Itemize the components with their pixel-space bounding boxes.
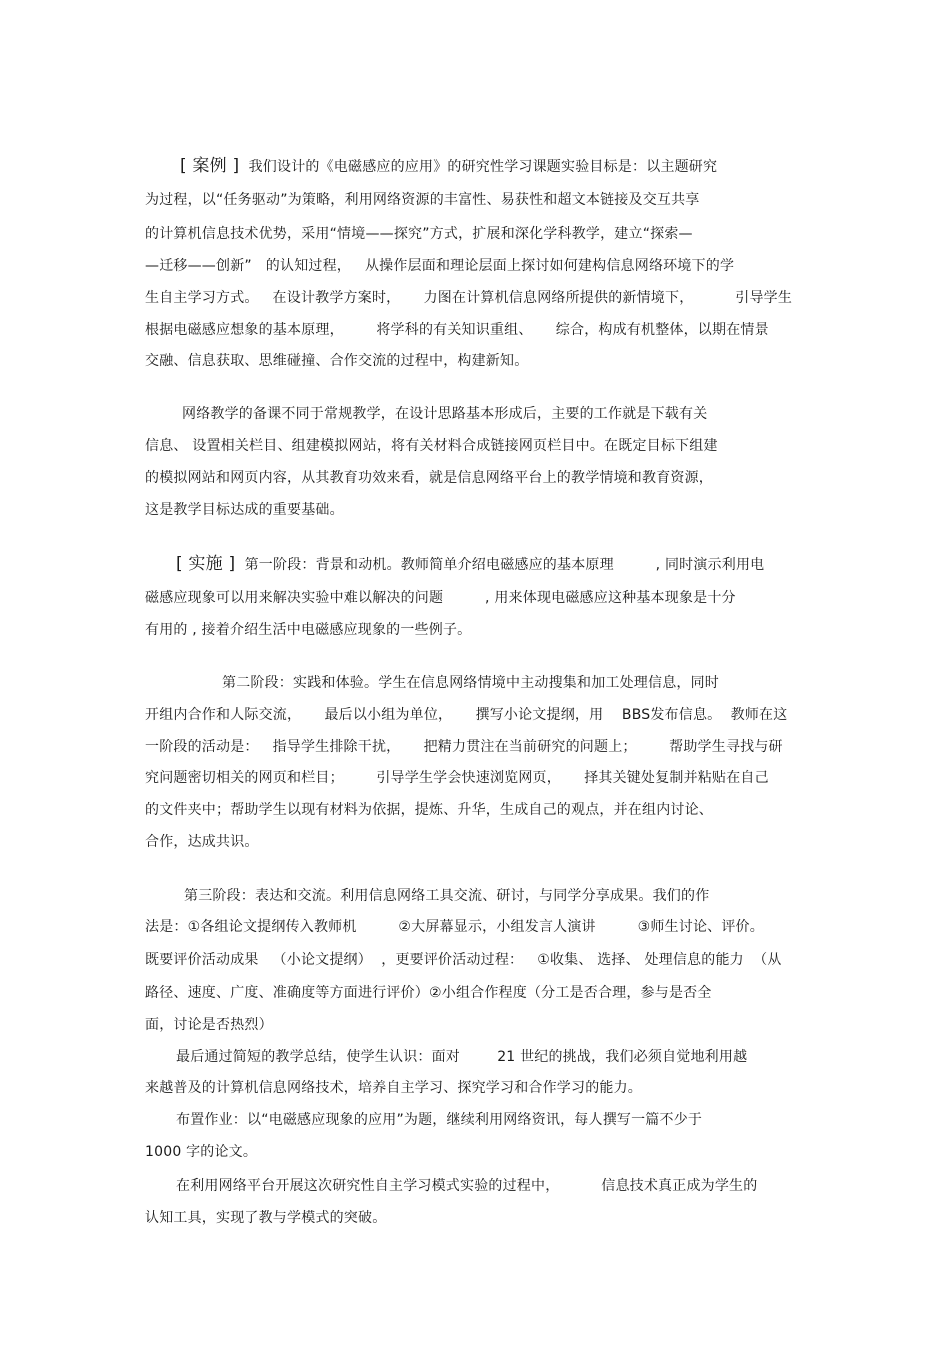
paragraph-stage2-line-1: 第二阶段：实践和体验。学生在信息网络情境中主动搜集和加工处理信息，同时 (222, 675, 719, 691)
paragraph-summary-line-2: 来越普及的计算机信息网络技术，培养自主学习、探究学习和合作学习的能力。 (145, 1080, 642, 1096)
paragraph-impl-line-3: 有用的 , 接着介绍生活中电磁感应现象的一些例子。 (145, 622, 472, 638)
paragraph-homework-line-2: 1000 字的论文。 (145, 1144, 258, 1160)
paragraph-stage3-line-2: 法是：①各组论文提纲传入教师机 ②大屏幕显示，小组发言人演讲 ③师生讨论、评价。 (145, 919, 764, 935)
paragraph-prep-line-4: 这是教学目标达成的重要基础。 (145, 502, 344, 518)
paragraph-stage3-line-1: 第三阶段：表达和交流。利用信息网络工具交流、研讨，与同学分享成果。我们的作 (184, 888, 710, 904)
paragraph-case-line-4: —迁移——创新” 的认知过程， 从操作层面和理论层面上探讨如何建构信息网络环境下的学 (145, 258, 735, 274)
paragraph-stage2-line-3: 一阶段的活动是： 指导学生排除干扰， 把精力贯注在当前研究的问题上； 帮助学生寻找与研 (145, 739, 783, 755)
paragraph-impl-line-2: 磁感应现象可以用来解决实验中难以解决的问题 , 用来体现电磁感应这种基本现象是十分 (145, 590, 736, 606)
impl-text: 第一阶段：背景和动机。教师简单介绍电磁感应的基本原理 , 同时演示利用电 (244, 557, 765, 573)
paragraph-summary-line-1: 最后通过简短的教学总结，使学生认识：面对 21 世纪的挑战，我们必须自觉地利用越 (176, 1049, 748, 1065)
impl-tag: [ 实施 ] (176, 554, 236, 574)
paragraph-stage2-line-6: 合作，达成共识。 (145, 834, 259, 850)
paragraph-homework-line-1: 布置作业：以“电磁感应现象的应用”为题，继续利用网络资讯，每人撰写一篇不少于 (176, 1112, 703, 1128)
paragraph-impl-line-1 (176, 554, 764, 575)
paragraph-stage3-line-3: 既要评价活动成果 （小论文提纲） ，更要评价活动过程： ①收集、 选择、 处理信息的能力 （从 (145, 952, 782, 968)
paragraph-stage3-line-5: 面，讨论是否热烈） (145, 1017, 273, 1033)
paragraph-stage2-line-4: 究问题密切相关的网页和栏目； 引导学生学会快速浏览网页， 择其关键处复制并粘贴在自己 (145, 770, 769, 786)
paragraph-prep-line-2: 信息、 设置相关栏目、组建模拟网站，将有关材料合成链接网页栏目中。在既定目标下组建 (145, 438, 718, 454)
paragraph-case-line-1 (180, 156, 717, 177)
case-text: 我们设计的《电磁感应的应用》的研究性学习课题实验目标是：以主题研究 (248, 159, 718, 175)
paragraph-case-line-2: 为过程，以“任务驱动”为策略，利用网络资源的丰富性、易获性和超文本链接及交互共享 (145, 192, 700, 208)
paragraph-case-line-7: 交融、信息获取、思维碰撞、合作交流的过程中，构建新知。 (145, 353, 529, 369)
paragraph-stage2-line-5: 的文件夹中；帮助学生以现有材料为依据，提炼、升华，生成自己的观点，并在组内讨论、 (145, 802, 713, 818)
paragraph-stage2-line-2: 开组内合作和人际交流， 最后以小组为单位， 撰写小论文提纲，用 BBS发布信息。 教师在这 (145, 707, 788, 723)
paragraph-prep-line-1: 网络教学的备课不同于常规教学，在设计思路基本形成后，主要的工作就是下载有关 (182, 406, 708, 422)
paragraph-case-line-5: 生自主学习方式。 在设计教学方案时， 力图在计算机信息网络所提供的新情境下， 引导学生 (145, 290, 793, 306)
paragraph-case-line-6: 根据电磁感应想象的基本原理， 将学科的有关知识重组、 综合，构成有机整体，以期在情景 (145, 322, 769, 338)
case-tag: [ 案例 ] (180, 156, 240, 176)
paragraph-prep-line-3: 的模拟网站和网页内容，从其教育功效来看，就是信息网络平台上的教学情境和教育资源， (145, 470, 713, 486)
paragraph-conclusion-line-1: 在利用网络平台开展这次研究性自主学习模式实验的过程中， 信息技术真正成为学生的 (176, 1178, 758, 1194)
paragraph-case-line-3: 的计算机信息技术优势，采用“情境——探究”方式，扩展和深化学科教学，建立“探索— (145, 226, 693, 242)
paragraph-conclusion-line-2: 认知工具，实现了教与学模式的突破。 (145, 1210, 387, 1226)
paragraph-stage3-line-4: 路径、速度、广度、准确度等方面进行评价）②小组合作程度（分工是否合理，参与是否全 (145, 985, 712, 1001)
